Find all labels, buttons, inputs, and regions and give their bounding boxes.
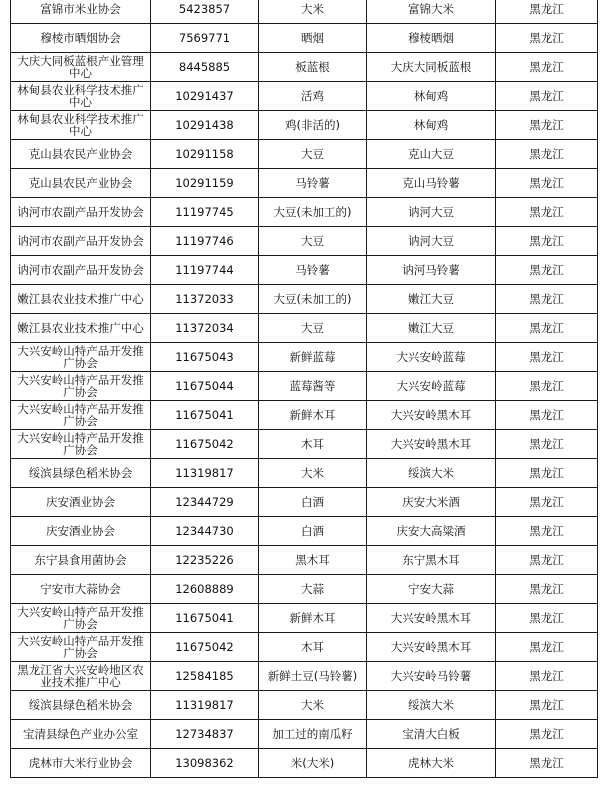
- applicant-cell: 大兴安岭山特产品开发推广协会: [11, 343, 151, 372]
- province-cell: 黑龙江: [496, 285, 598, 314]
- applicant-cell: 克山县农民产业协会: [11, 140, 151, 169]
- applicant-cell: 黑龙江省大兴安岭地区农业技术推广中心: [11, 662, 151, 691]
- product-cell: 新鲜蓝莓: [259, 343, 367, 372]
- geographical-indication-cell: 克山马铃薯: [367, 169, 496, 198]
- registration-number-cell: 8445885: [151, 53, 259, 82]
- table-row: [11, 169, 598, 198]
- applicant-cell: 绥滨县绿色稻米协会: [11, 459, 151, 488]
- geographical-indication-cell: 大兴安岭黑木耳: [367, 401, 496, 430]
- table-row: [11, 111, 598, 140]
- province-cell: 黑龙江: [496, 546, 598, 575]
- registration-number-cell: 11675041: [151, 401, 259, 430]
- geographical-indication-cell: 大兴安岭黑木耳: [367, 604, 496, 633]
- province-cell: 黑龙江: [496, 459, 598, 488]
- registration-number-cell: 11319817: [151, 459, 259, 488]
- registration-table: [10, 0, 598, 778]
- province-cell: 黑龙江: [496, 430, 598, 459]
- table-row: [11, 546, 598, 575]
- geographical-indication-cell: 绥滨大米: [367, 691, 496, 720]
- province-cell: 黑龙江: [496, 517, 598, 546]
- table-row: [11, 720, 598, 749]
- product-cell: 大米: [259, 459, 367, 488]
- province-cell: 黑龙江: [496, 256, 598, 285]
- applicant-cell: 大兴安岭山特产品开发推广协会: [11, 633, 151, 662]
- product-cell: 新鲜木耳: [259, 401, 367, 430]
- table-row: [11, 662, 598, 691]
- table-row: [11, 285, 598, 314]
- product-cell: 活鸡: [259, 82, 367, 111]
- registration-number-cell: 10291437: [151, 82, 259, 111]
- registration-number-cell: 11675042: [151, 633, 259, 662]
- product-cell: 大豆: [259, 140, 367, 169]
- province-cell: 黑龙江: [496, 198, 598, 227]
- geographical-indication-cell: 大庆大同板蓝根: [367, 53, 496, 82]
- province-cell: 黑龙江: [496, 227, 598, 256]
- product-cell: 木耳: [259, 430, 367, 459]
- geographical-indication-cell: 庆安大高粱酒: [367, 517, 496, 546]
- applicant-cell: 大兴安岭山特产品开发推广协会: [11, 372, 151, 401]
- applicant-cell: 宝清县绿色产业办公室: [11, 720, 151, 749]
- product-cell: 蓝莓酱等: [259, 372, 367, 401]
- province-cell: 黑龙江: [496, 82, 598, 111]
- applicant-cell: 庆安酒业协会: [11, 488, 151, 517]
- table-row: [11, 691, 598, 720]
- applicant-cell: 大兴安岭山特产品开发推广协会: [11, 430, 151, 459]
- table-row: [11, 343, 598, 372]
- applicant-cell: 穆棱市晒烟协会: [11, 24, 151, 53]
- geographical-indication-cell: 宁安大蒜: [367, 575, 496, 604]
- province-cell: 黑龙江: [496, 691, 598, 720]
- geographical-indication-cell: 穆棱晒烟: [367, 24, 496, 53]
- applicant-cell: 林甸县农业科学技术推广中心: [11, 111, 151, 140]
- registration-number-cell: 12344730: [151, 517, 259, 546]
- table-row: [11, 0, 598, 24]
- province-cell: 黑龙江: [496, 24, 598, 53]
- table-row: [11, 140, 598, 169]
- province-cell: 黑龙江: [496, 111, 598, 140]
- province-cell: 黑龙江: [496, 0, 598, 24]
- table-row: [11, 24, 598, 53]
- province-cell: 黑龙江: [496, 575, 598, 604]
- geographical-indication-cell: 讷河马铃薯: [367, 256, 496, 285]
- geographical-indication-cell: 克山大豆: [367, 140, 496, 169]
- registration-number-cell: 11675041: [151, 604, 259, 633]
- geographical-indication-cell: 大兴安岭马铃薯: [367, 662, 496, 691]
- applicant-cell: 嫩江县农业技术推广中心: [11, 314, 151, 343]
- province-cell: 黑龙江: [496, 53, 598, 82]
- geographical-indication-cell: 大兴安岭黑木耳: [367, 430, 496, 459]
- registration-number-cell: 12344729: [151, 488, 259, 517]
- applicant-cell: 克山县农民产业协会: [11, 169, 151, 198]
- applicant-cell: 富锦市米业协会: [11, 0, 151, 24]
- province-cell: 黑龙江: [496, 314, 598, 343]
- product-cell: 木耳: [259, 633, 367, 662]
- registration-number-cell: 11675044: [151, 372, 259, 401]
- registration-number-cell: 11372034: [151, 314, 259, 343]
- geographical-indication-cell: 大兴安岭蓝莓: [367, 372, 496, 401]
- province-cell: 黑龙江: [496, 633, 598, 662]
- registration-number-cell: 11372033: [151, 285, 259, 314]
- geographical-indication-cell: 嫩江大豆: [367, 285, 496, 314]
- geographical-indication-cell: 富锦大米: [367, 0, 496, 24]
- table-row: [11, 401, 598, 430]
- table-row: [11, 633, 598, 662]
- geographical-indication-cell: 林甸鸡: [367, 111, 496, 140]
- product-cell: 鸡(非活的): [259, 111, 367, 140]
- province-cell: 黑龙江: [496, 343, 598, 372]
- province-cell: 黑龙江: [496, 604, 598, 633]
- table-row: [11, 488, 598, 517]
- registration-number-cell: 12584185: [151, 662, 259, 691]
- province-cell: 黑龙江: [496, 140, 598, 169]
- geographical-indication-cell: 宝清大白板: [367, 720, 496, 749]
- province-cell: 黑龙江: [496, 720, 598, 749]
- applicant-cell: 虎林市大米行业协会: [11, 749, 151, 778]
- registration-number-cell: 12235226: [151, 546, 259, 575]
- geographical-indication-cell: 绥滨大米: [367, 459, 496, 488]
- product-cell: 大豆(未加工的): [259, 198, 367, 227]
- registration-number-cell: 10291158: [151, 140, 259, 169]
- geographical-indication-cell: 虎林大米: [367, 749, 496, 778]
- registration-number-cell: 11319817: [151, 691, 259, 720]
- table-row: [11, 256, 598, 285]
- product-cell: 大豆(未加工的): [259, 285, 367, 314]
- registration-number-cell: 13098362: [151, 749, 259, 778]
- table-body: [11, 0, 598, 778]
- applicant-cell: 大兴安岭山特产品开发推广协会: [11, 401, 151, 430]
- product-cell: 板蓝根: [259, 53, 367, 82]
- product-cell: 大豆: [259, 227, 367, 256]
- geographical-indication-cell: 讷河大豆: [367, 198, 496, 227]
- applicant-cell: 绥滨县绿色稻米协会: [11, 691, 151, 720]
- registration-number-cell: 12734837: [151, 720, 259, 749]
- registration-number-cell: 5423857: [151, 0, 259, 24]
- registration-number-cell: 11197744: [151, 256, 259, 285]
- product-cell: 马铃薯: [259, 169, 367, 198]
- product-cell: 加工过的南瓜籽: [259, 720, 367, 749]
- product-cell: 米(大米): [259, 749, 367, 778]
- applicant-cell: 嫩江县农业技术推广中心: [11, 285, 151, 314]
- province-cell: 黑龙江: [496, 401, 598, 430]
- province-cell: 黑龙江: [496, 662, 598, 691]
- province-cell: 黑龙江: [496, 372, 598, 401]
- applicant-cell: 讷河市农副产品开发协会: [11, 227, 151, 256]
- table-row: [11, 517, 598, 546]
- registration-number-cell: 11197745: [151, 198, 259, 227]
- product-cell: 大蒜: [259, 575, 367, 604]
- geographical-indication-cell: 大兴安岭黑木耳: [367, 633, 496, 662]
- province-cell: 黑龙江: [496, 488, 598, 517]
- product-cell: 马铃薯: [259, 256, 367, 285]
- geographical-indication-cell: 东宁黑木耳: [367, 546, 496, 575]
- registration-number-cell: 11675042: [151, 430, 259, 459]
- product-cell: 大米: [259, 0, 367, 24]
- province-cell: 黑龙江: [496, 169, 598, 198]
- table-row: [11, 314, 598, 343]
- product-cell: 白酒: [259, 488, 367, 517]
- province-cell: 黑龙江: [496, 749, 598, 778]
- geographical-indication-cell: 讷河大豆: [367, 227, 496, 256]
- applicant-cell: 讷河市农副产品开发协会: [11, 198, 151, 227]
- product-cell: 新鲜木耳: [259, 604, 367, 633]
- table-row: [11, 198, 598, 227]
- product-cell: 新鲜土豆(马铃薯): [259, 662, 367, 691]
- geographical-indication-cell: 庆安大米酒: [367, 488, 496, 517]
- geographical-indication-cell: 嫩江大豆: [367, 314, 496, 343]
- table-row: [11, 227, 598, 256]
- geographical-indication-cell: 林甸鸡: [367, 82, 496, 111]
- applicant-cell: 讷河市农副产品开发协会: [11, 256, 151, 285]
- registration-number-cell: 11675043: [151, 343, 259, 372]
- registration-number-cell: 7569771: [151, 24, 259, 53]
- table-row: [11, 82, 598, 111]
- table-row: [11, 459, 598, 488]
- table-row: [11, 53, 598, 82]
- product-cell: 白酒: [259, 517, 367, 546]
- registration-number-cell: 12608889: [151, 575, 259, 604]
- table-row: [11, 749, 598, 778]
- registration-number-cell: 11197746: [151, 227, 259, 256]
- product-cell: 晒烟: [259, 24, 367, 53]
- applicant-cell: 大兴安岭山特产品开发推广协会: [11, 604, 151, 633]
- applicant-cell: 东宁县食用菌协会: [11, 546, 151, 575]
- product-cell: 黑木耳: [259, 546, 367, 575]
- applicant-cell: 宁安市大蒜协会: [11, 575, 151, 604]
- product-cell: 大米: [259, 691, 367, 720]
- registration-number-cell: 10291159: [151, 169, 259, 198]
- table-row: [11, 575, 598, 604]
- registration-number-cell: 10291438: [151, 111, 259, 140]
- applicant-cell: 庆安酒业协会: [11, 517, 151, 546]
- table-row: [11, 604, 598, 633]
- applicant-cell: 大庆大同板蓝根产业管理中心: [11, 53, 151, 82]
- table-row: [11, 430, 598, 459]
- product-cell: 大豆: [259, 314, 367, 343]
- table-row: [11, 372, 598, 401]
- applicant-cell: 林甸县农业科学技术推广中心: [11, 82, 151, 111]
- geographical-indication-cell: 大兴安岭蓝莓: [367, 343, 496, 372]
